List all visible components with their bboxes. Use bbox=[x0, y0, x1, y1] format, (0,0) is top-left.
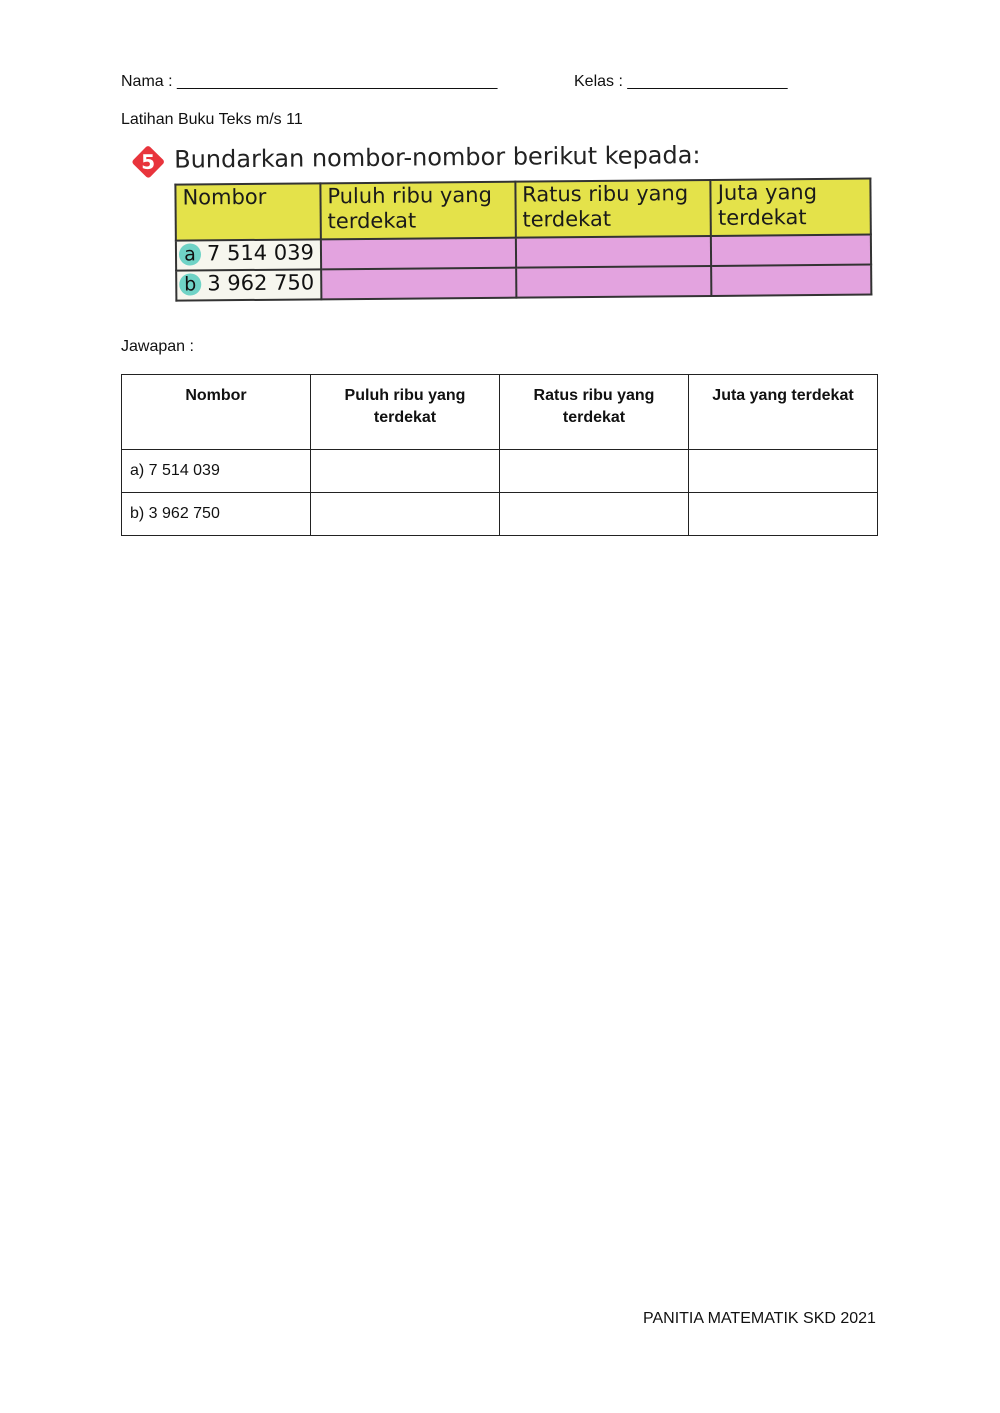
textbook-blank-cell bbox=[516, 236, 712, 268]
row-letter-badge: a bbox=[179, 243, 201, 265]
answer-label: Jawapan : bbox=[121, 338, 194, 355]
textbook-row-number: 3 962 750 bbox=[207, 270, 315, 296]
answer-row bbox=[122, 493, 878, 536]
answer-input-cell[interactable] bbox=[500, 450, 689, 493]
answer-input-cell[interactable] bbox=[311, 493, 500, 536]
textbook-table bbox=[174, 178, 872, 302]
answer-table bbox=[121, 374, 878, 536]
answer-header-juta: Juta yang terdekat bbox=[689, 375, 878, 450]
answer-input-cell[interactable] bbox=[311, 450, 500, 493]
answer-header-row bbox=[122, 375, 878, 450]
textbook-row bbox=[176, 265, 871, 301]
question-number: 5 bbox=[141, 149, 156, 174]
textbook-blank-cell bbox=[516, 266, 712, 298]
answer-header-ratus-ribu: Ratus ribu yang terdekat bbox=[500, 375, 689, 450]
answer-row-label: b) 3 962 750 bbox=[122, 493, 311, 536]
textbook-header-puluh-ribu: Puluh ribu yang terdekat bbox=[320, 182, 515, 240]
textbook-blank-cell bbox=[321, 268, 516, 300]
answer-input-cell[interactable] bbox=[689, 450, 878, 493]
answer-row bbox=[122, 450, 878, 493]
footer-text: PANITIA MATEMATIK SKD 2021 bbox=[643, 1310, 876, 1327]
textbook-row-number-cell bbox=[176, 269, 321, 300]
name-field[interactable]: Nama : ____________________________________ bbox=[121, 73, 498, 90]
textbook-header-juta: Juta yang terdekat bbox=[711, 179, 871, 236]
answer-input-cell[interactable] bbox=[500, 493, 689, 536]
textbook-header-nombor: Nombor bbox=[175, 183, 320, 240]
answer-header-nombor: Nombor bbox=[122, 375, 311, 450]
textbook-photo bbox=[132, 133, 884, 318]
answer-input-cell[interactable] bbox=[689, 493, 878, 536]
answer-row-label: a) 7 514 039 bbox=[122, 450, 311, 493]
class-field[interactable]: Kelas : __________________ bbox=[574, 73, 788, 90]
textbook-row-number: 7 514 039 bbox=[206, 240, 314, 266]
textbook-header-row bbox=[175, 179, 870, 241]
row-letter-badge: b bbox=[179, 273, 201, 295]
textbook-blank-cell bbox=[321, 238, 516, 270]
textbook-row-number-cell bbox=[176, 239, 321, 270]
textbook-blank-cell bbox=[711, 265, 871, 296]
answer-header-puluh-ribu: Puluh ribu yang terdekat bbox=[311, 375, 500, 450]
textbook-header-ratus-ribu: Ratus ribu yang terdekat bbox=[515, 180, 711, 238]
question-text: Bundarkan nombor-nombor berikut kepada: bbox=[174, 141, 701, 174]
exercise-reference: Latihan Buku Teks m/s 11 bbox=[121, 111, 303, 128]
textbook-blank-cell bbox=[711, 235, 871, 266]
